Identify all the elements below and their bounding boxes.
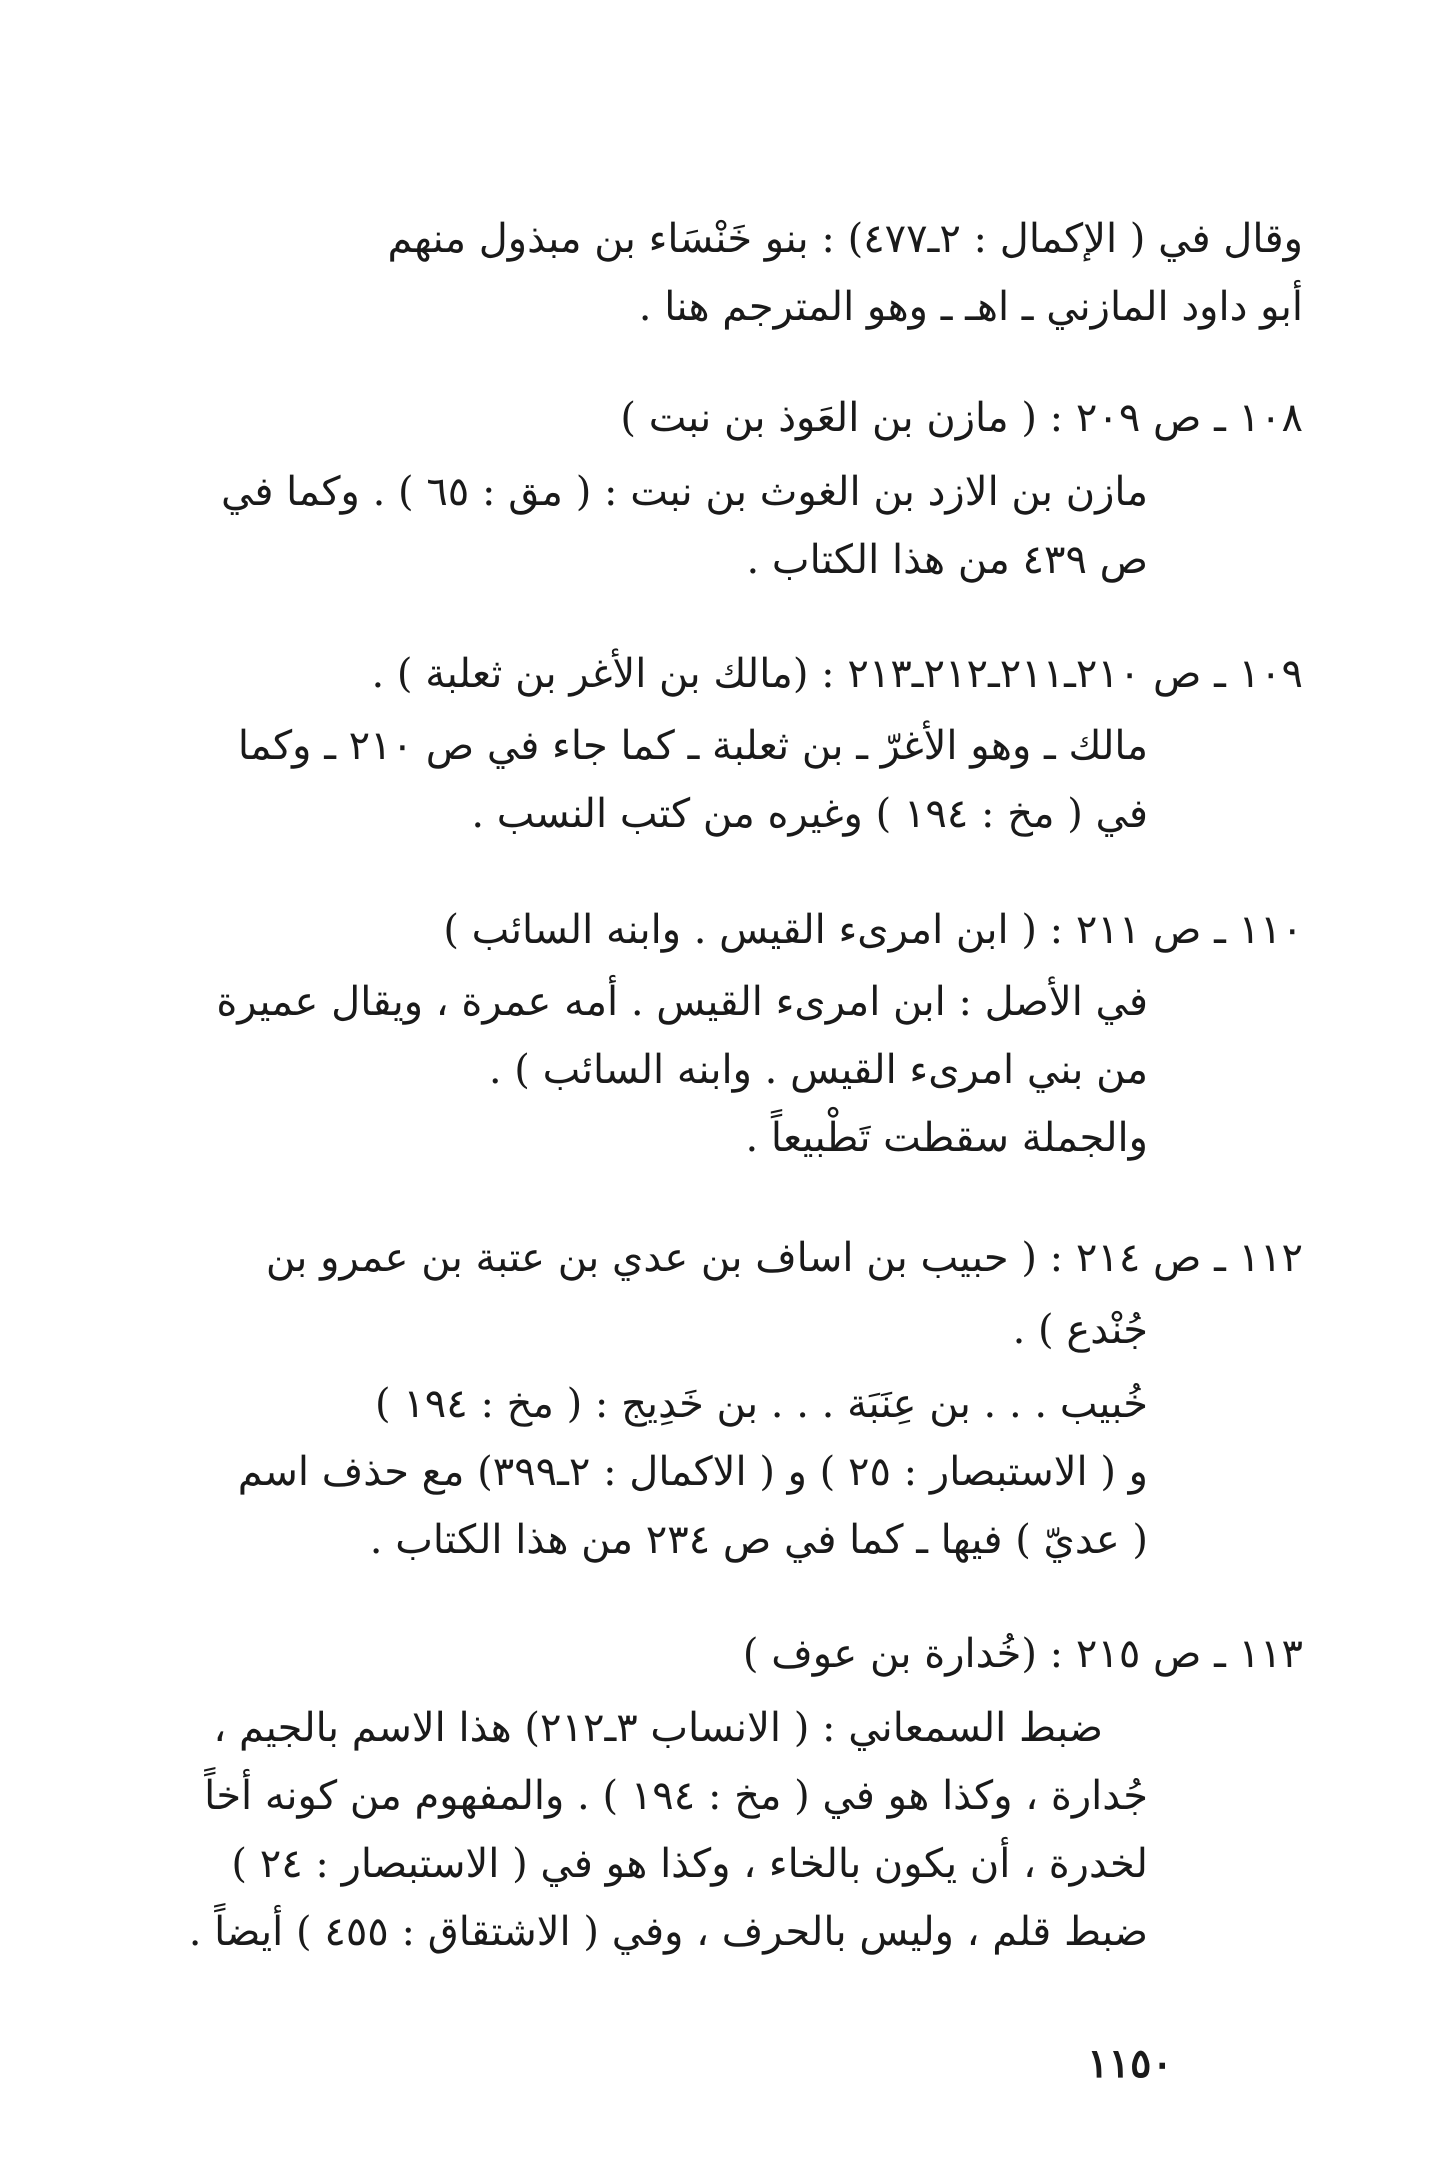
text-line: من بني امرىء القيس . وابنه السائب ) . (488, 1047, 1148, 1093)
text-line: جُدارة ، وكذا هو في ( مخ : ١٩٤ ) . والمفهوم من كونه أخاً (204, 1773, 1148, 1819)
note-110-body (103, 968, 1148, 1172)
text-line: وقال في ( الإكمال : ٢ـ٤٧٧) : بنو خَنْسَاء بن مبذول منهم (387, 216, 1303, 262)
text-line: في ( مخ : ١٩٤ ) وغيره من كتب النسب . (471, 791, 1148, 837)
note-112-heading-cont: جُنْدع ) . (1012, 1307, 1148, 1353)
text-line: في الأصل : ابن امرىء القيس . أمه عمرة ، ويقال عميرة (216, 979, 1148, 1025)
text-line: و ( الاستبصار : ٢٥ ) و ( الاكمال : ٢ـ٣٩٩) مع حذف اسم (237, 1449, 1148, 1495)
page-number: ١١٥٠ (1087, 2040, 1173, 2087)
text-line: خُبيب . . . بن عِنَبَة . . . بن خَدِيج : ( مخ : ١٩٤ ) (374, 1381, 1148, 1427)
note-108-heading: ١٠٨ ـ ص ٢٠٩ : ( مازن بن العَوذ بن نبت ) (620, 395, 1303, 441)
text-line: ضبط السمعاني : ( الانساب ٣ـ٢١٢) هذا الاسم بالجيم ، (213, 1705, 1103, 1751)
note-109-body (103, 712, 1148, 848)
text-line: ( عديّ ) فيها ـ كما في ص ٢٣٤ من هذا الكتاب . (369, 1517, 1148, 1563)
text-line: مالك ـ وهو الأغرّ ـ بن ثعلبة ـ كما جاء في ص ٢١٠ ـ وكما (237, 723, 1148, 769)
text-line: مازن بن الازد بن الغوث بن نبت : ( مق : ٦٥ ) . وكما في (221, 469, 1148, 515)
text-line: ص ٤٣٩ من هذا الكتاب . (746, 537, 1148, 583)
note-108-body (103, 458, 1148, 594)
note-112-heading: ١١٢ ـ ص ٢١٤ : ( حبيب بن اساف بن عدي بن عتبة بن عمرو بن (265, 1235, 1303, 1281)
note-113-heading: ١١٣ ـ ص ٢١٥ : (خُدارة بن عوف ) (742, 1631, 1303, 1677)
note-109-heading: ١٠٩ ـ ص ٢١٠ـ٢١١ـ٢١٢ـ٢١٣ : (مالك بن الأغر بن ثعلبة ) . (371, 651, 1303, 697)
text-line: والجملة سقطت تَطْبيعاً . (745, 1115, 1148, 1161)
note-112-body (103, 1370, 1148, 1574)
text-line: ضبط قلم ، وليس بالحرف ، وفي ( الاشتقاق : ٤٥٥ ) أيضاً . (188, 1909, 1148, 1955)
text-line: لخدرة ، أن يكون بالخاء ، وكذا هو في ( الاستبصار : ٢٤ ) (231, 1841, 1148, 1887)
note-113-body (103, 1694, 1148, 1966)
note-110-heading: ١١٠ ـ ص ٢١١ : ( ابن امرىء القيس . وابنه السائب ) (443, 907, 1303, 953)
intro-paragraph (103, 205, 1303, 341)
text-line: أبو داود المازني ـ اهـ ـ وهو المترجم هنا . (638, 284, 1303, 330)
